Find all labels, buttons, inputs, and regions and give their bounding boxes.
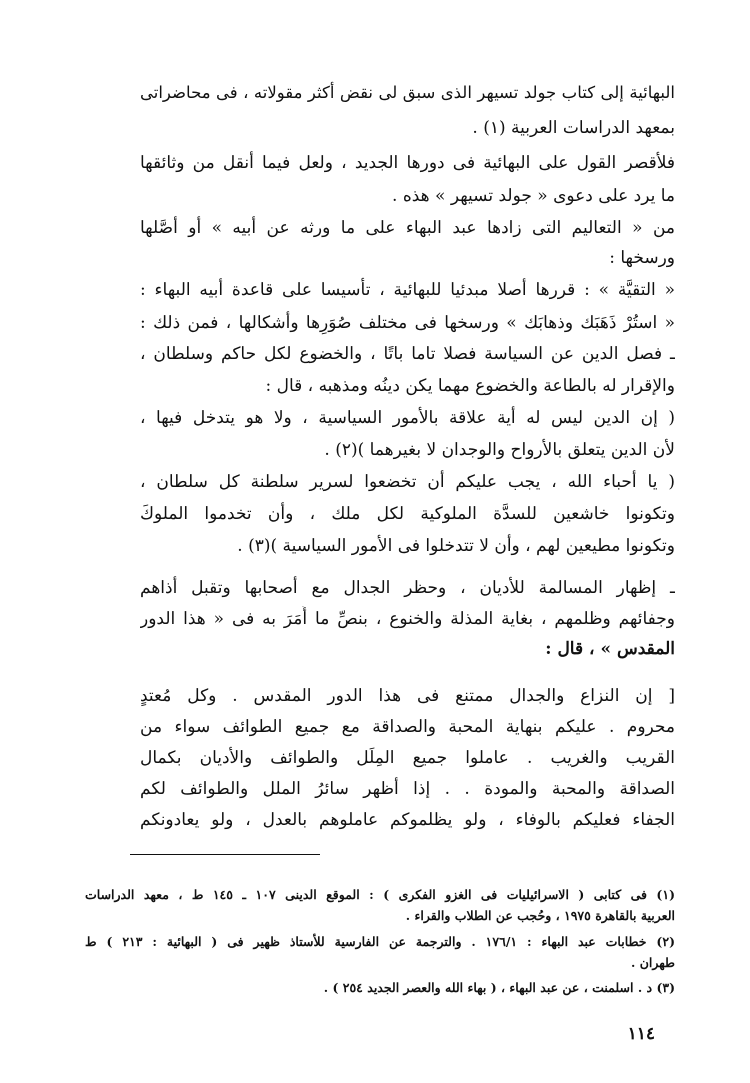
footnote: طهران . <box>631 955 675 970</box>
text-line: من « التعاليم التى زادها عبد البهاء على ما ورثه عن أبيه » أو أصَّلها <box>140 218 675 238</box>
quote-line: ( إن الدين ليس له أية علاقة بالأمور السياسية ، ولا هو يتدخل فيها ، <box>140 408 675 428</box>
quote-line: [ إن النزاع والجدال ممتنع فى هذا الدور المقدس . وكل مُعتدٍ <box>140 686 675 706</box>
quote-line: محروم . عليكم بنهاية المحبة والصداقة مع جميع الطوائف سواء من <box>140 717 675 737</box>
footnote: العربية بالقاهرة ١٩٧٥ ، وحُجب عن الطلاب والقراء . <box>405 908 675 923</box>
text-line: المقدس » ، قال : <box>545 639 675 659</box>
text-line: ورسخها : <box>609 248 675 268</box>
footnote: (٣) د . اسلمنت ، عن عبد البهاء ، ( بهاء الله والعصر الجديد ٢٥٤ ) . <box>323 980 675 995</box>
footnote: (١) فى كتابى ( الاسرائيليات فى الغزو الفكرى ) : الموقع الدينى ١٠٧ ـ ١٤٥ ط ، معهد الدراسات <box>85 887 675 902</box>
text-line: وجفائهم وظلمهم ، بغاية المذلة والخنوع ، بنصِّ ما أَمَرَ به فى « هذا الدور <box>140 609 675 629</box>
text-line: بمعهد الدراسات العربية (١) . <box>472 118 675 138</box>
text-line: فلأقصر القول على البهائية فى دورها الجديد ، ولعل فيما أنقل من وثائقها <box>140 153 675 173</box>
quote-line: لأن الدين يتعلق بالأرواح والوجدان لا بغيرهما )(٢) . <box>324 440 675 460</box>
text-line: والإقرار له بالطاعة والخضوع مهما يكن دينُه ومذهبه ، قال : <box>265 376 675 396</box>
page-number: ١١٤ <box>627 1024 655 1044</box>
footnote: (٢) خطابات عبد البهاء : ١٧٦/١ . والترجمة عن الفارسية للأستاذ ظهير فى ( البهائية : ٢١٣ ) ط <box>85 934 675 949</box>
quote-line: الجفاء فعليكم بالوفاء ، ولو يظلموكم عاملوهم بالعدل ، ولو يعادونكم <box>140 810 675 830</box>
quote-line: ( يا أحباء الله ، يجب عليكم أن تخضعوا لسرير سلطنة كل سلطان ، <box>140 472 675 492</box>
quote-line: وتكونوا خاشعين للسدَّة الملوكية لكل ملك ، وأن تخدموا الملوكَ <box>140 504 675 524</box>
text-line: ـ إظهار المسالمة للأديان ، وحظر الجدال مع أصحابها وتقبل أذاهم <box>140 578 675 598</box>
text-line: ما يرد على دعوى « جولد تسيهر » هذه . <box>392 186 675 206</box>
text-line: البهائية إلى كتاب جولد تسيهر الذى سبق لى نقض أكثر مقولاته ، فى محاضراتى <box>140 83 675 102</box>
text-line: « التقيَّة » : قررها أصلا مبدئيا للبهائية ، تأسيسا على قاعدة أبيه البهاء : <box>140 280 675 300</box>
footnote-divider <box>130 854 320 855</box>
text-line: « استُرْ ذَهَبَك وذهابَك » ورسخها فى مختلف صُوَرِها وأشكالها ، فمن ذلك : <box>140 313 675 333</box>
quote-line: وتكونوا مطيعين لهم ، وأن لا تتدخلوا فى الأمور السياسية )(٣) . <box>237 536 675 556</box>
quote-line: الصداقة والمحبة والمودة . . إذا أظهر سائرُ الملل والطوائف لكم <box>140 779 675 799</box>
text-line: ـ فصل الدين عن السياسة فصلا تاما باتًا ، والخضوع لكل حاكم وسلطان ، <box>140 344 675 364</box>
quote-line: القريب والغريب . عاملوا جميع المِلَل والطوائف والأديان بكمال <box>140 748 675 768</box>
